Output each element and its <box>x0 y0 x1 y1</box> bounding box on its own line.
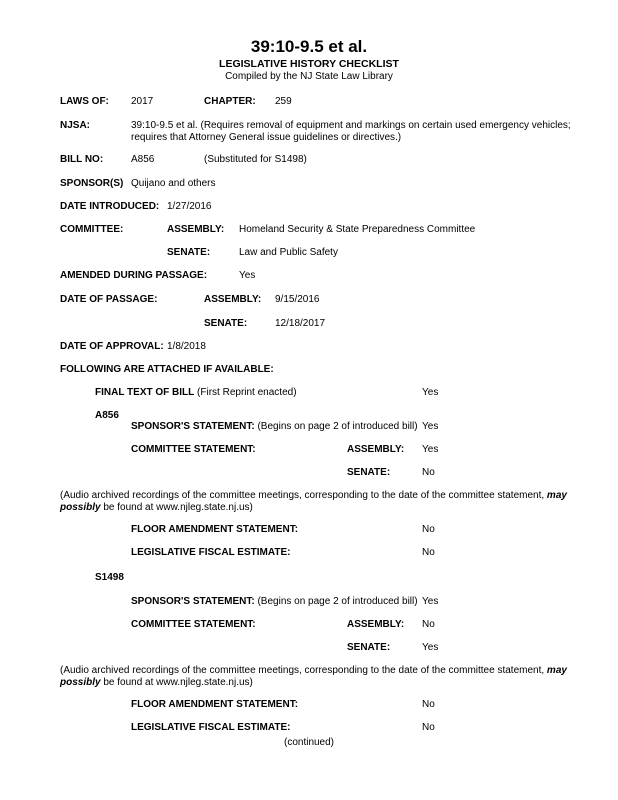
a856-senate-label: SENATE: <box>347 467 391 478</box>
audio-note-text: (Audio archived recordings of the committee meetings, corresponding to the date of the committee statement, <box>60 665 547 676</box>
njsa-value: 39:10-9.5 et al. (Requires removal of equipment and markings on certain used emergency vehicles; requires that Attorney General issue guidelines or directives.) <box>131 120 571 143</box>
a856-floor-amendment-value: No <box>422 524 435 535</box>
s1498-heading: S1498 <box>95 572 124 583</box>
s1498-sponsor-statement-label: SPONSOR'S STATEMENT: <box>131 596 255 607</box>
committee-assembly-value: Homeland Security & State Preparedness Committee <box>239 224 476 235</box>
final-text-row <box>95 387 297 399</box>
a856-assembly-label: ASSEMBLY: <box>347 444 405 455</box>
a856-assembly-value: Yes <box>422 444 439 455</box>
sponsors-label: SPONSOR(S) <box>60 178 124 189</box>
a856-sponsor-statement-label: SPONSOR'S STATEMENT: <box>131 421 255 432</box>
amended-value: Yes <box>239 270 256 281</box>
audio-note-text: (Audio archived recordings of the committee meetings, corresponding to the date of the committee statement, <box>60 490 547 501</box>
committee-label: COMMITTEE: <box>60 224 124 235</box>
laws-of-label: LAWS OF: <box>60 96 109 107</box>
continued-note: (continued) <box>283 737 335 748</box>
chapter-label: CHAPTER: <box>204 96 256 107</box>
committee-assembly-label: ASSEMBLY: <box>167 224 225 235</box>
passage-assembly-value: 9/15/2016 <box>275 294 320 305</box>
date-of-approval-label: DATE OF APPROVAL: <box>60 341 164 352</box>
passage-senate-label: SENATE: <box>204 318 248 329</box>
s1498-assembly-value: No <box>422 619 435 630</box>
a856-sponsor-statement-row <box>131 421 418 433</box>
s1498-senate-value: Yes <box>422 642 439 653</box>
date-of-approval-value: 1/8/2018 <box>167 341 206 352</box>
s1498-assembly-label: ASSEMBLY: <box>347 619 405 630</box>
date-introduced-label: DATE INTRODUCED: <box>60 201 160 212</box>
s1498-floor-amendment-value: No <box>422 699 435 710</box>
s1498-sponsor-statement-row <box>131 596 418 608</box>
final-text-value: Yes <box>422 387 439 398</box>
chapter-value: 259 <box>275 96 292 107</box>
s1498-sponsor-statement-value: Yes <box>422 596 439 607</box>
committee-senate-value: Law and Public Safety <box>239 247 338 258</box>
compiled-by: Compiled by the NJ State Law Library <box>225 71 393 82</box>
page-title: 39:10-9.5 et al. <box>250 37 368 56</box>
a856-sponsor-statement-note: (Begins on page 2 of introduced bill) <box>257 421 418 432</box>
page-subtitle: LEGISLATIVE HISTORY CHECKLIST <box>219 58 399 70</box>
audio-note-emphasis: may possibly <box>60 490 567 513</box>
audio-note-emphasis: may possibly <box>60 665 567 688</box>
s1498-senate-label: SENATE: <box>347 642 391 653</box>
passage-assembly-label: ASSEMBLY: <box>204 294 262 305</box>
passage-senate-value: 12/18/2017 <box>275 318 326 329</box>
s1498-audio-note <box>60 665 605 689</box>
s1498-floor-amendment-label: FLOOR AMENDMENT STATEMENT: <box>131 699 299 710</box>
bill-no-value: A856 <box>131 154 155 165</box>
bill-no-label: BILL NO: <box>60 154 104 165</box>
a856-senate-value: No <box>422 467 435 478</box>
a856-fiscal-estimate-value: No <box>422 547 435 558</box>
s1498-fiscal-estimate-label: LEGISLATIVE FISCAL ESTIMATE: <box>131 722 291 733</box>
date-introduced-value: 1/27/2016 <box>167 201 212 212</box>
njsa-label: NJSA: <box>60 120 91 131</box>
s1498-committee-statement-label: COMMITTEE STATEMENT: <box>131 619 256 630</box>
laws-of-value: 2017 <box>131 96 154 107</box>
s1498-fiscal-estimate-value: No <box>422 722 435 733</box>
date-of-passage-label: DATE OF PASSAGE: <box>60 294 158 305</box>
a856-committee-statement-label: COMMITTEE STATEMENT: <box>131 444 256 455</box>
sponsors-value: Quijano and others <box>131 178 216 189</box>
final-text-note: (First Reprint enacted) <box>197 387 297 398</box>
s1498-sponsor-statement-note: (Begins on page 2 of introduced bill) <box>257 596 418 607</box>
audio-note-text-end: be found at www.njleg.state.nj.us) <box>100 502 253 513</box>
bill-no-note: (Substituted for S1498) <box>204 154 307 165</box>
a856-audio-note <box>60 490 605 514</box>
a856-heading: A856 <box>95 410 119 421</box>
attached-heading: FOLLOWING ARE ATTACHED IF AVAILABLE: <box>60 364 274 375</box>
audio-note-text-end: be found at www.njleg.state.nj.us) <box>100 677 253 688</box>
amended-label: AMENDED DURING PASSAGE: <box>60 270 208 281</box>
committee-senate-label: SENATE: <box>167 247 211 258</box>
a856-floor-amendment-label: FLOOR AMENDMENT STATEMENT: <box>131 524 299 535</box>
final-text-label: FINAL TEXT OF BILL <box>95 387 195 398</box>
a856-fiscal-estimate-label: LEGISLATIVE FISCAL ESTIMATE: <box>131 547 291 558</box>
a856-sponsor-statement-value: Yes <box>422 421 439 432</box>
